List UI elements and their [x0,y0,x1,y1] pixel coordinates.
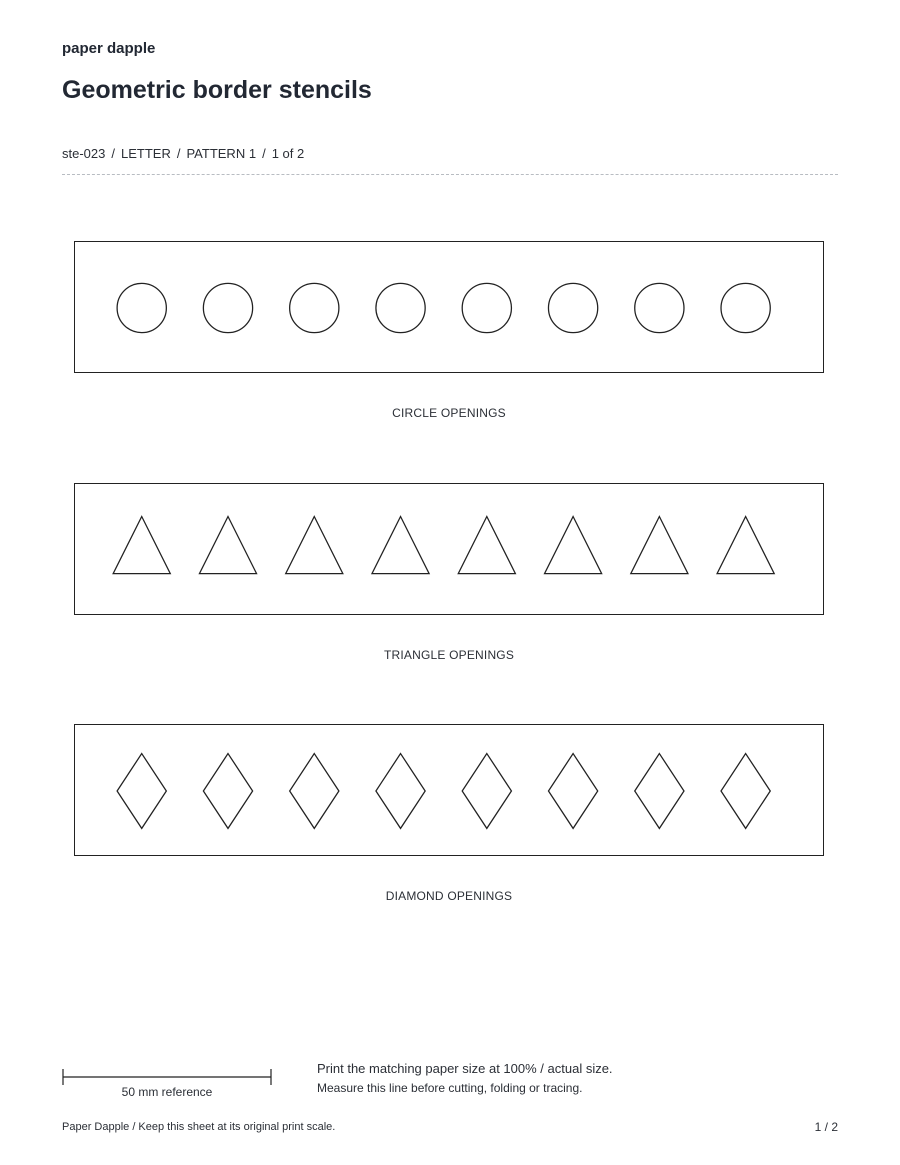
print-instruction: Print the matching paper size at 100% / actual size. [317,1061,613,1076]
brand-name: paper dapple [62,40,156,57]
circle-opening [203,283,252,332]
triangle-opening [372,517,429,574]
circle-opening [290,283,339,332]
circle-opening [721,283,770,332]
diamond-opening [203,754,252,829]
scale-reference-label: 50 mm reference [121,1085,213,1099]
page-title: Geometric border stencils [62,76,372,104]
paper-size: LETTER [121,146,171,161]
diamond-opening [721,754,770,829]
triangle-openings-drawing [75,484,823,614]
sheet-meta [62,146,304,161]
sheet-code: ste-023 [62,146,106,161]
meta-separator: / [176,146,181,161]
triangle-opening [199,517,256,574]
diamond-opening [117,754,166,829]
triangle-opening [717,517,774,574]
footer-note: Paper Dapple / Keep this sheet at its original print scale. [62,1121,336,1133]
triangle-opening [545,517,602,574]
scale-reference-line [62,1068,272,1086]
circle-opening [548,283,597,332]
diamond-opening [290,754,339,829]
triangle-opening [631,517,688,574]
diamond-opening [376,754,425,829]
circle-opening [635,283,684,332]
diamond-opening [462,754,511,829]
stencil-panel-triangles [74,483,824,615]
footer-page-number: 1 / 2 [814,1120,838,1134]
diamond-opening [635,754,684,829]
circle-opening [376,283,425,332]
triangle-opening [458,517,515,574]
page-of: 1 of 2 [271,146,305,161]
diamond-opening [548,754,597,829]
diamond-openings-drawing [75,725,823,855]
stencil-panel-circles [74,241,824,373]
triangle-opening [286,517,343,574]
stencil-caption-triangles: TRIANGLE OPENINGS [383,648,515,662]
pattern-number: PATTERN 1 [186,146,257,161]
header-divider [62,174,838,175]
stencil-panel-diamonds [74,724,824,856]
triangle-opening [113,517,170,574]
circle-openings-drawing [75,242,823,372]
stencil-caption-diamonds: DIAMOND OPENINGS [385,889,513,903]
measure-instruction: Measure this line before cutting, folding or tracing. [317,1081,583,1095]
stencil-caption-circles: CIRCLE OPENINGS [392,406,506,420]
meta-separator: / [111,146,115,161]
circle-opening [117,283,166,332]
circle-opening [462,283,511,332]
meta-separator: / [262,146,266,161]
